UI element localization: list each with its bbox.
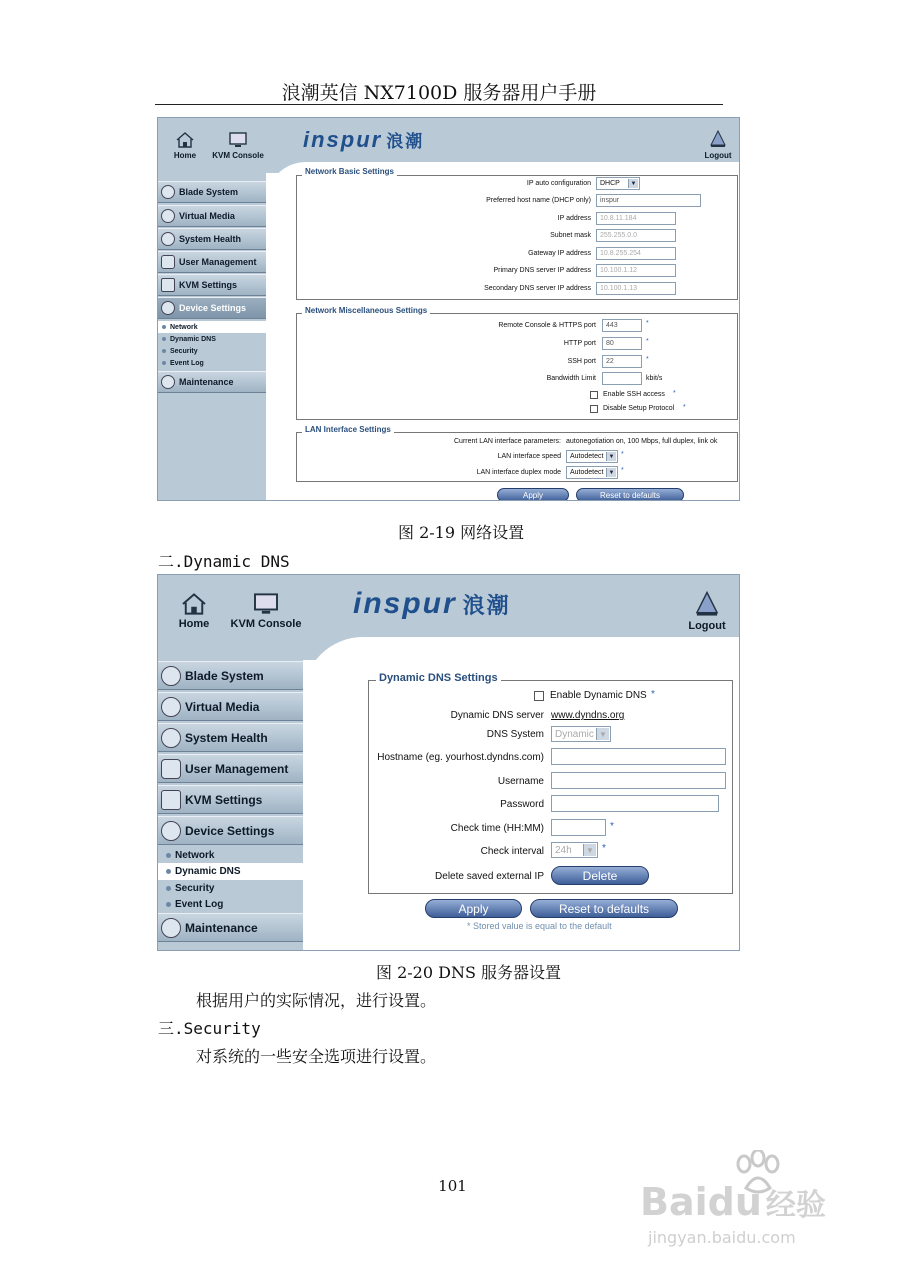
figure-caption-1: 图 2-19 网络设置	[398, 523, 525, 542]
ip-address-label: IP address	[557, 215, 591, 222]
bandwidth-input[interactable]	[602, 372, 642, 385]
disc-icon	[161, 697, 181, 717]
secondary-dns-input[interactable]: 10.100.1.13	[596, 282, 676, 295]
http-port-star: *	[646, 338, 649, 345]
lan-duplex-select[interactable]: Autodetect ▼	[566, 466, 618, 479]
default-note: * Stored value is equal to the default	[467, 921, 612, 931]
nav-maintenance[interactable]: Maintenance	[158, 371, 266, 393]
gateway-label: Gateway IP address	[528, 250, 591, 257]
check-interval-select[interactable]: 24h ▼	[551, 842, 598, 858]
home-icon	[176, 132, 194, 148]
enable-ddns-star: *	[651, 689, 655, 700]
nav-blade-system[interactable]: Blade System	[158, 661, 303, 690]
lan-speed-select[interactable]: Autodetect ▼	[566, 450, 618, 463]
logout-icon	[709, 130, 727, 148]
nav-maintenance[interactable]: Maintenance	[158, 913, 303, 942]
home-link[interactable]: Home	[170, 132, 200, 160]
watermark-url: jingyan.baidu.com	[648, 1228, 796, 1247]
subnav-dynamic-dns[interactable]: Dynamic DNS	[158, 863, 303, 880]
primary-dns-input[interactable]: 10.100.1.12	[596, 264, 676, 277]
network-reset-button[interactable]: Reset to defaults	[576, 488, 684, 501]
blade-icon	[161, 666, 181, 686]
ddns-password-input[interactable]	[551, 795, 719, 812]
subnet-mask-input[interactable]: 255.255.0.0	[596, 229, 676, 242]
nav-system-health[interactable]: System Health	[158, 723, 303, 752]
primary-dns-label: Primary DNS server IP address	[493, 267, 591, 274]
nav-device-settings[interactable]: Device Settings	[158, 816, 303, 845]
ddns-username-input[interactable]	[551, 772, 726, 789]
lan-duplex-star: *	[621, 467, 624, 474]
subnav-security[interactable]: Security	[158, 880, 303, 896]
enable-ssh-checkbox[interactable]	[590, 391, 598, 399]
misc-settings-title: Network Miscellaneous Settings	[302, 306, 430, 315]
bullet-icon	[166, 869, 171, 874]
ssh-port-star: *	[646, 356, 649, 363]
lan-current-value: autonegotiation on, 100 Mbps, full duplex, link ok	[566, 438, 718, 445]
ddns-apply-button[interactable]: Apply	[425, 899, 522, 918]
ssh-port-input[interactable]: 22	[602, 355, 642, 368]
delete-ip-button[interactable]: Delete	[551, 866, 649, 885]
dns-system-label: DNS System	[486, 729, 544, 740]
nav-blade-system[interactable]: Blade System	[158, 181, 266, 203]
enable-ddns-checkbox[interactable]	[534, 691, 544, 701]
subnav-security[interactable]: Security	[158, 345, 266, 357]
nav-user-management[interactable]: User Management	[158, 754, 303, 783]
paragraph-security: 对系统的一些安全选项进行设置。	[196, 1047, 437, 1066]
chevron-down-icon: ▼	[596, 728, 609, 740]
subnav-dynamic-dns[interactable]: Dynamic DNS	[158, 333, 266, 345]
monitor-icon	[253, 593, 279, 615]
network-apply-button[interactable]: Apply	[497, 488, 569, 501]
subnav-network[interactable]: Network	[158, 847, 303, 863]
chevron-down-icon: ▼	[628, 179, 638, 188]
nav-kvm-settings[interactable]: KVM Settings	[158, 274, 266, 296]
https-port-input[interactable]: 443	[602, 319, 642, 332]
keyboard-icon	[161, 278, 175, 292]
logout-icon	[694, 591, 720, 617]
health-icon	[161, 232, 175, 246]
nav-virtual-media[interactable]: Virtual Media	[158, 692, 303, 721]
wrench-icon	[161, 375, 175, 389]
secondary-dns-label: Secondary DNS server IP address	[484, 285, 591, 292]
ddns-hostname-input[interactable]	[551, 748, 726, 765]
subnav-list	[158, 321, 266, 369]
ddns-server-label: Dynamic DNS server	[450, 710, 544, 721]
check-interval-star: *	[602, 843, 606, 854]
logout-link[interactable]: Logout	[702, 130, 734, 160]
bandwidth-label: Bandwidth Limit	[546, 375, 596, 382]
network-screenshot	[157, 117, 740, 501]
lan-current-label: Current LAN interface parameters:	[454, 438, 561, 445]
https-port-star: *	[646, 320, 649, 327]
bullet-icon	[162, 349, 166, 353]
hostname-label: Preferred host name (DHCP only)	[486, 197, 591, 204]
bullet-icon	[162, 325, 166, 329]
lan-duplex-label: LAN interface duplex mode	[476, 469, 561, 476]
bullet-icon	[166, 886, 171, 891]
nav-kvm-settings[interactable]: KVM Settings	[158, 785, 303, 814]
subnav-list	[158, 847, 303, 912]
gears-icon	[161, 301, 175, 315]
kvm-console-link[interactable]: KVM Console	[228, 593, 304, 630]
chevron-down-icon: ▼	[583, 844, 596, 856]
nav-device-settings[interactable]: Device Settings	[158, 297, 266, 319]
users-icon	[161, 255, 175, 269]
check-time-star: *	[610, 821, 614, 832]
check-time-input[interactable]	[551, 819, 606, 836]
disc-icon	[161, 209, 175, 223]
check-interval-label: Check interval	[480, 846, 544, 857]
enable-ssh-label: Enable SSH access	[603, 391, 665, 398]
subnav-event-log[interactable]: Event Log	[158, 896, 303, 912]
chevron-down-icon: ▼	[606, 468, 616, 477]
health-icon	[161, 728, 181, 748]
enable-ddns-label: Enable Dynamic DNS	[550, 690, 647, 701]
section-security: 三.Security	[158, 1019, 261, 1038]
keyboard-icon	[161, 790, 181, 810]
disable-setup-label: Disable Setup Protocol	[603, 405, 675, 412]
page-number: 101	[438, 1177, 467, 1195]
ddns-server-link[interactable]: www.dyndns.org	[551, 710, 625, 721]
logout-link[interactable]: Logout	[685, 591, 729, 632]
ddns-password-label: Password	[500, 799, 544, 810]
users-icon	[161, 759, 181, 779]
ddns-reset-button[interactable]: Reset to defaults	[530, 899, 678, 918]
enable-ssh-star: *	[673, 390, 676, 397]
bullet-icon	[166, 853, 171, 858]
home-icon	[181, 593, 207, 615]
lan-speed-star: *	[621, 451, 624, 458]
figure-caption-2: 图 2-20 DNS 服务器设置	[376, 963, 561, 982]
bullet-icon	[162, 337, 166, 341]
document-header: 浪潮英信 NX7100D 服务器用户手册	[281, 82, 597, 104]
nav-system-health[interactable]: System Health	[158, 228, 266, 250]
baidu-watermark	[640, 1150, 870, 1250]
disable-setup-checkbox[interactable]	[590, 405, 598, 413]
subnav-event-log[interactable]: Event Log	[158, 357, 266, 369]
chevron-down-icon: ▼	[606, 452, 616, 461]
watermark-brand: Baidu 经验	[640, 1180, 826, 1224]
blade-icon	[161, 185, 175, 199]
https-port-label: Remote Console & HTTPS port	[498, 322, 596, 329]
section-dynamic-dns: 二.Dynamic DNS	[158, 552, 290, 571]
bandwidth-unit: kbit/s	[646, 375, 663, 382]
hostname-input[interactable]: inspur	[596, 194, 701, 207]
lan-speed-label: LAN interface speed	[497, 453, 561, 460]
subnav-network[interactable]: Network	[158, 321, 266, 333]
gears-icon	[161, 821, 181, 841]
bullet-icon	[166, 902, 171, 907]
lan-settings-title: LAN Interface Settings	[302, 425, 394, 434]
http-port-input[interactable]: 80	[602, 337, 642, 350]
ddns-screenshot	[157, 574, 740, 951]
check-time-label: Check time (HH:MM)	[450, 823, 544, 834]
nav-user-management[interactable]: User Management	[158, 251, 266, 273]
header-rule	[155, 104, 723, 105]
ssh-port-label: SSH port	[567, 358, 596, 365]
ip-auto-select[interactable]: DHCP ▼	[596, 177, 640, 190]
http-port-label: HTTP port	[563, 340, 596, 347]
bullet-icon	[162, 361, 166, 365]
kvm-console-link[interactable]: KVM Console	[210, 132, 266, 160]
inspur-logo: inspur 浪潮	[353, 587, 511, 620]
gateway-input[interactable]: 10.8.255.254	[596, 247, 676, 260]
delete-ip-label: Delete saved external IP	[435, 871, 544, 882]
misc-settings-group	[296, 313, 738, 420]
wrench-icon	[161, 918, 181, 938]
ip-address-input[interactable]: 10.8.11.184	[596, 212, 676, 225]
paragraph-ddns: 根据用户的实际情况，进行设置。	[196, 991, 437, 1010]
disable-setup-star: *	[683, 404, 686, 411]
basic-settings-title: Network Basic Settings	[302, 167, 397, 176]
inspur-logo: inspur 浪潮	[303, 127, 425, 152]
nav-virtual-media[interactable]: Virtual Media	[158, 205, 266, 227]
ddns-username-label: Username	[497, 776, 544, 787]
subnet-mask-label: Subnet mask	[550, 232, 591, 239]
ip-auto-label: IP auto configuration	[526, 180, 591, 187]
dns-system-select[interactable]: Dynamic ▼	[551, 726, 611, 742]
home-link[interactable]: Home	[174, 593, 214, 630]
ddns-settings-title: Dynamic DNS Settings	[376, 672, 501, 684]
monitor-icon	[229, 132, 247, 148]
ddns-hostname-label: Hostname (eg. yourhost.dyndns.com)	[377, 752, 544, 763]
